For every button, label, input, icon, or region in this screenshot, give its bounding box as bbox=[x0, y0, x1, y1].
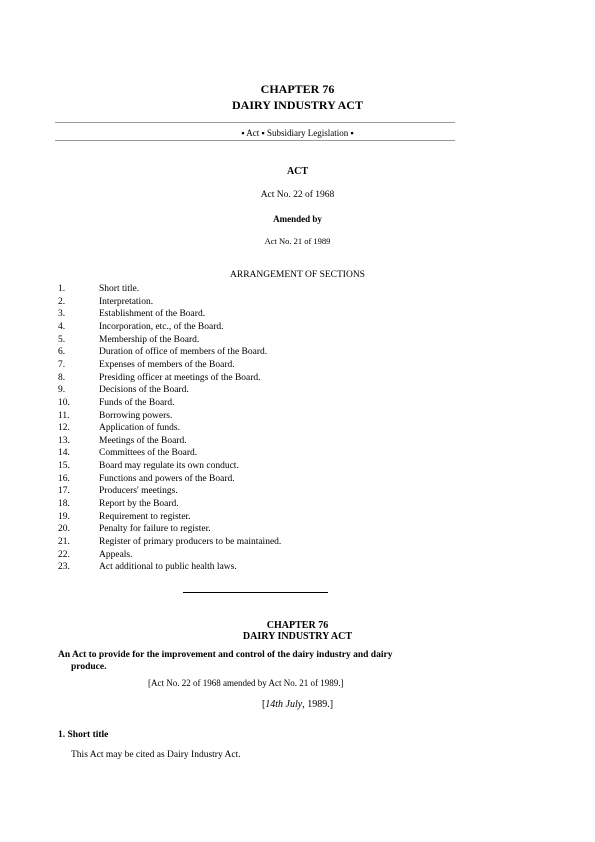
long-title-continued: produce. bbox=[71, 662, 107, 672]
nav-bullet: ▪ bbox=[261, 128, 265, 138]
section-link[interactable]: Producers' meetings. bbox=[99, 486, 178, 497]
section-link[interactable]: Interpretation. bbox=[99, 296, 154, 307]
section-number: 7. bbox=[58, 359, 66, 370]
subsidiary-legislation-link[interactable]: Subsidiary Legislation bbox=[266, 128, 349, 138]
section-number: 23. bbox=[58, 562, 70, 573]
section-number: 1. bbox=[58, 284, 66, 294]
citation: [Act No. 22 of 1968 amended by Act No. 21 of 1989.] bbox=[148, 678, 344, 688]
section-number: 22. bbox=[58, 549, 70, 560]
section-number: 20. bbox=[58, 524, 70, 535]
amendment-act: Act No. 21 of 1989 bbox=[264, 236, 331, 246]
section-link[interactable]: Membership of the Board. bbox=[99, 334, 200, 345]
body-act-title: DAIRY INDUSTRY ACT bbox=[242, 631, 353, 642]
section-link[interactable]: Functions and powers of the Board. bbox=[99, 473, 235, 484]
section-1-text: This Act may be cited as Dairy Industry Act. bbox=[71, 750, 241, 760]
section-number: 3. bbox=[58, 309, 66, 320]
nav-bottom-rule bbox=[55, 140, 455, 141]
section-link[interactable]: Establishment of the Board. bbox=[99, 309, 206, 320]
section-link[interactable]: Short title. bbox=[99, 284, 140, 294]
section-link[interactable]: Borrowing powers. bbox=[99, 410, 173, 421]
section-1-heading: 1. Short title bbox=[58, 730, 109, 740]
act-title: DAIRY INDUSTRY ACT bbox=[232, 98, 363, 112]
commencement-date bbox=[0, 699, 595, 710]
amended-by-label: Amended by bbox=[273, 214, 322, 224]
section-number: 21. bbox=[58, 537, 70, 547]
section-link[interactable]: Meetings of the Board. bbox=[99, 435, 187, 446]
nav-top-rule bbox=[55, 122, 455, 123]
section-number: 4. bbox=[58, 321, 66, 332]
long-title: An Act to provide for the improvement and control of the dairy industry and dairy bbox=[58, 650, 393, 660]
section-number: 9. bbox=[58, 385, 66, 396]
section-number: 2. bbox=[58, 296, 66, 307]
act-number: Act No. 22 of 1968 bbox=[260, 190, 335, 200]
section-number: 10. bbox=[58, 397, 70, 408]
section-link[interactable]: Board may regulate its own conduct. bbox=[99, 461, 239, 472]
section-number: 13. bbox=[58, 435, 70, 446]
section-link[interactable]: Register of primary producers to be maintained. bbox=[99, 537, 282, 547]
nav-bullet: ▪ bbox=[350, 128, 354, 138]
nav-bullet: ▪ bbox=[241, 128, 245, 138]
section-number: 19. bbox=[58, 511, 70, 522]
body-chapter-heading: CHAPTER 76 bbox=[266, 620, 329, 631]
section-link[interactable]: Act additional to public health laws. bbox=[99, 562, 237, 573]
section-link[interactable]: Presiding officer at meetings of the Board. bbox=[99, 372, 261, 383]
section-link[interactable]: Expenses of members of the Board. bbox=[99, 359, 235, 370]
section-number: 14. bbox=[58, 448, 70, 459]
section-link[interactable]: Funds of the Board. bbox=[99, 397, 175, 408]
section-link[interactable]: Appeals. bbox=[99, 549, 133, 560]
act-heading: ACT bbox=[286, 166, 309, 177]
section-link[interactable]: Report by the Board. bbox=[99, 499, 179, 510]
section-link[interactable]: Duration of office of members of the Board. bbox=[99, 347, 268, 358]
section-number: 12. bbox=[58, 423, 70, 434]
bracket: [ bbox=[261, 699, 266, 710]
act-link[interactable]: Act bbox=[246, 128, 260, 138]
section-number: 5. bbox=[58, 334, 66, 345]
section-link[interactable]: Penalty for failure to register. bbox=[99, 524, 211, 535]
section-number: 18. bbox=[58, 499, 70, 510]
section-number: 8. bbox=[58, 372, 66, 383]
section-link[interactable]: Incorporation, etc., of the Board. bbox=[99, 321, 224, 332]
chapter-heading: CHAPTER 76 bbox=[260, 82, 335, 96]
section-number: 11. bbox=[58, 410, 70, 421]
section-number: 17. bbox=[58, 486, 70, 497]
section-link[interactable]: Requirement to register. bbox=[99, 511, 191, 522]
commencement-year: , 1989.] bbox=[302, 699, 334, 710]
section-number: 16. bbox=[58, 473, 70, 484]
section-link[interactable]: Committees of the Board. bbox=[99, 448, 198, 459]
section-number: 15. bbox=[58, 461, 70, 472]
section-link[interactable]: Decisions of the Board. bbox=[99, 385, 189, 396]
arrangement-heading: ARRANGEMENT OF SECTIONS bbox=[230, 270, 365, 280]
section-separator bbox=[183, 592, 328, 593]
section-link[interactable]: Application of funds. bbox=[99, 423, 181, 434]
nav-bar bbox=[0, 128, 595, 138]
commencement-day: 14th July bbox=[265, 699, 303, 710]
section-number: 6. bbox=[58, 347, 66, 358]
